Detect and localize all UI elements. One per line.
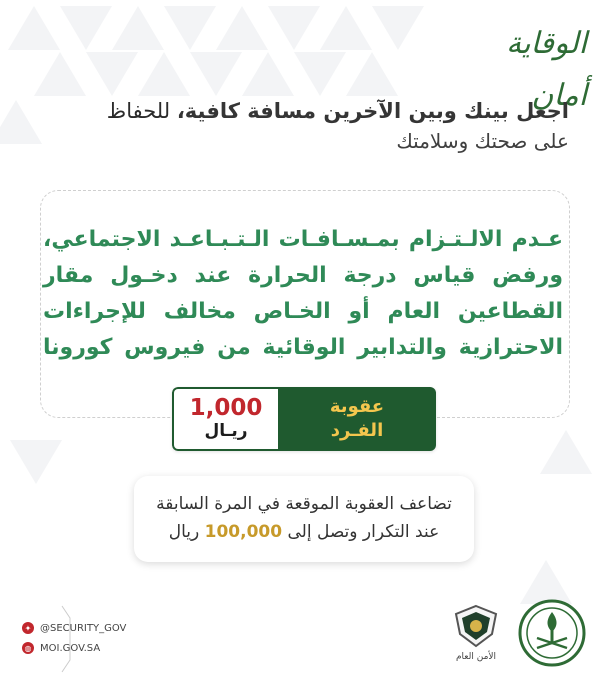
background-triangle [164, 6, 216, 50]
background-triangle [138, 52, 190, 96]
heading-line-2: على صحتك وسلامتك [396, 129, 569, 153]
note-line-2-currency: ريال [168, 522, 205, 542]
penalty-label-line-1: عقوبة [329, 396, 385, 417]
background-triangle [216, 6, 268, 50]
background-triangle [346, 52, 398, 96]
heading-normal-text: للحفاظ [106, 99, 177, 123]
penalty-amount-panel [172, 387, 278, 451]
twitter-handle: @SECURITY_GOV [40, 622, 127, 634]
violation-line: عـدم الالـتـزام بمـسـافـات الـتـبـاعـد الاجتماعي، [43, 227, 563, 252]
footer-divider [60, 604, 74, 674]
background-triangle [8, 6, 60, 50]
penalty-label-panel [278, 387, 436, 451]
background-triangle [294, 52, 346, 96]
note-line-1: تضاعف العقوبة الموقعة في المرة السابقة [156, 494, 452, 514]
heading-bold-text: اجعل بينك وبين الآخرين مسافة كافية، [176, 99, 569, 123]
twitter-link[interactable] [22, 622, 126, 634]
violation-line: القطاعين العام أو الخـاص مخالف للإجراءات [43, 299, 563, 324]
background-triangle [10, 440, 62, 484]
background-triangle [540, 430, 592, 474]
violation-text [43, 222, 563, 366]
note-line-2-text: عند التكرار وتصل إلى [282, 522, 440, 542]
background-triangle [112, 6, 164, 50]
background-triangle [320, 6, 372, 50]
website-url: MOI.GOV.SA [40, 642, 101, 654]
background-triangle [242, 52, 294, 96]
background-triangle [190, 52, 242, 96]
note-max-amount: 100,000 [204, 522, 283, 542]
public-security-badge [452, 604, 500, 660]
violation-line: الاحترازية والتدابير الوقائية من فيروس كورونا [43, 335, 563, 360]
ministry-emblem-icon [513, 598, 591, 668]
alwiqaya-aman-logo: الوقاية أمان [506, 26, 587, 113]
penalty-amount: 1,000 [189, 395, 263, 421]
repeat-offense-note [134, 476, 474, 562]
background-triangle [86, 52, 138, 96]
violation-line: ورفض قياس درجة الحرارة عند دخـول مقار [43, 263, 563, 288]
penalty-label-line-2: الفـرد [330, 420, 384, 441]
public-security-text: الأمن العام [455, 652, 497, 662]
background-triangle [34, 52, 86, 96]
penalty-box [172, 387, 436, 451]
globe-icon: ◍ [22, 642, 34, 654]
penalty-currency: ريـال [204, 421, 248, 441]
heading [29, 96, 569, 156]
background-triangle [372, 6, 424, 50]
background-triangle [268, 6, 320, 50]
background-triangle [60, 6, 112, 50]
shield-icon [452, 604, 500, 648]
twitter-icon: ✦ [22, 622, 34, 634]
note-line-2 [134, 518, 474, 546]
